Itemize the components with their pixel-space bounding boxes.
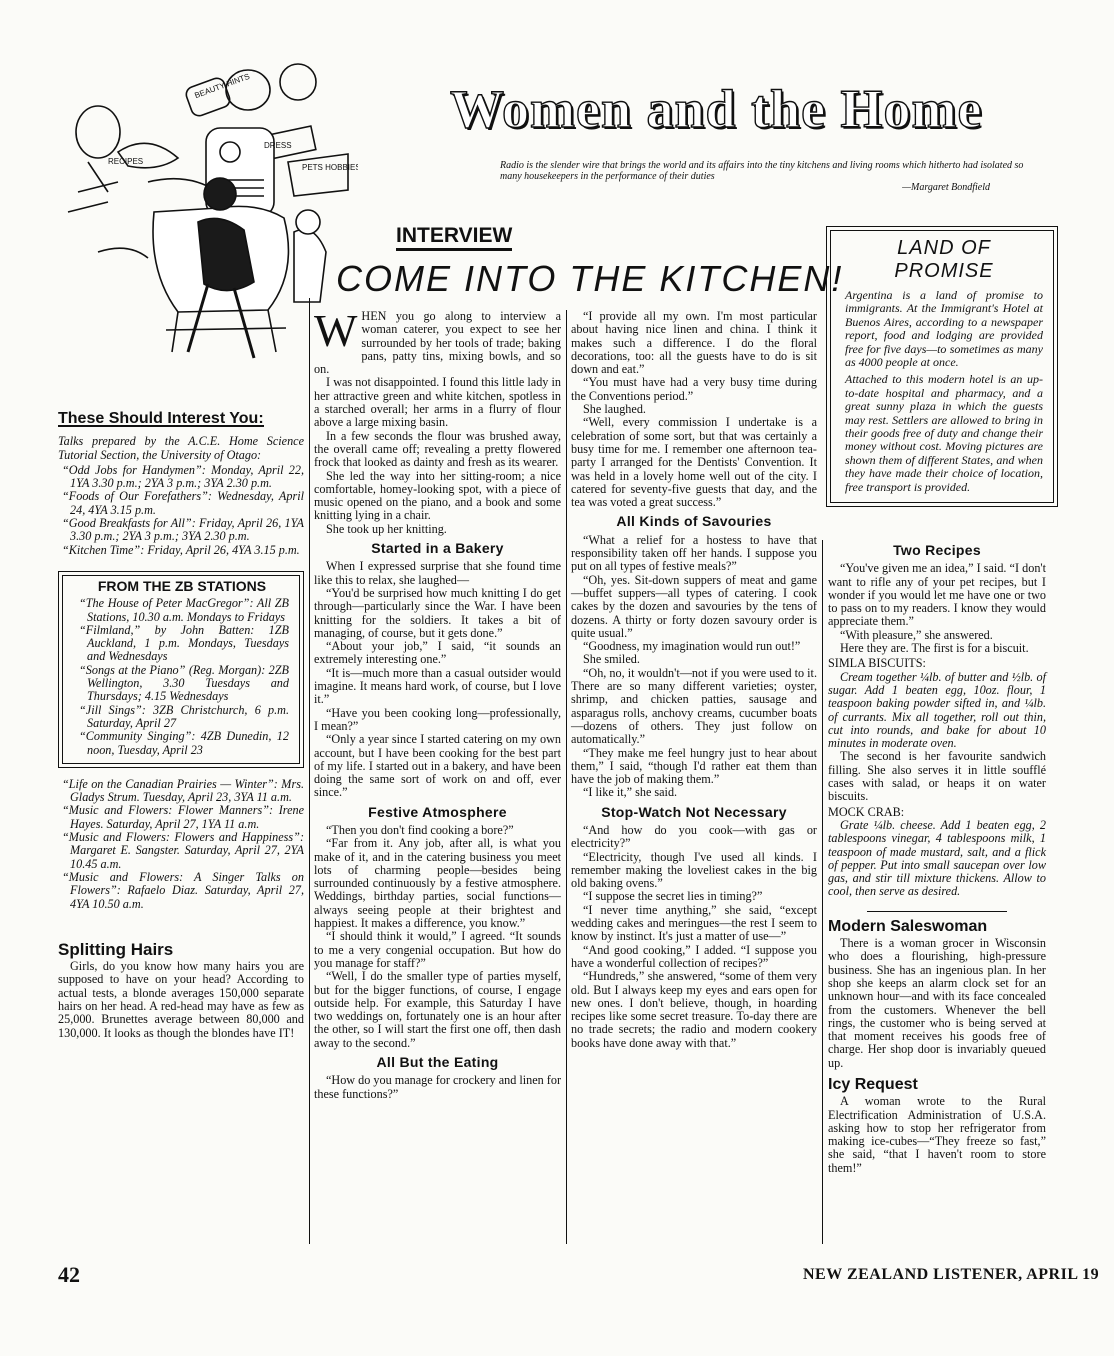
article-para: “Oh, yes. Sit-down suppers of meat and game—buffet suppers—all types of catering. I cook cakes by the dozen and savouries by the tens of dozens. A thirty or forty dozen savoury order is quite usual.”: [571, 572, 817, 640]
interest-item: “Foods of Our Forefathers”: Wednesday, April 24, 4YA 3.15 p.m.: [62, 489, 304, 517]
dropcap: W: [314, 305, 358, 356]
interest-column: [58, 412, 304, 1040]
interest-more-item: “Life on the Canadian Prairies — Winter”: Mrs. Gladys Strum. Tuesday, April 23, 3YA 11 a.m.: [62, 776, 304, 805]
article-para: “I should think it would,” I agreed. “It sounds to me a very congenial occupation. But how do you manage for staff?”: [314, 929, 561, 970]
article-para: She took up her knitting.: [326, 521, 447, 536]
article-para: “And good cooking,” I added. “I suppose you have a wonderful collection of recipes?”: [571, 942, 817, 970]
article-para: “I provide all my own. I'm most particular about having nice linen and china. I think it makes such a difference. I do the floral decorations, too: all the guests have to do is sit down and eat.”: [571, 309, 817, 377]
column-rule: [566, 310, 567, 1244]
article-para: “Goodness, my imagination would run out!”: [583, 639, 801, 654]
interest-item: “Odd Jobs for Handymen”: Monday, April 22, 1YA 3.30 p.m.; 2YA 3 p.m.; 3YA 2.30 p.m.: [62, 462, 304, 491]
article-para: “Have you been cooking long—professionally, I mean?”: [314, 705, 561, 733]
article-para: “Only a year since I started catering on my own account, but I have been cooking for the best part of my life. I started out in a bakery, and have been doing the same sort of work on and off, ever since.”: [314, 732, 561, 800]
article-para: “Far from it. Any job, after all, is what you make of it, and in the catering business you meet lots of charming people—besides being surrounded continuously by a festive atmosphere. Weddings, birthday parties, social functions—always seeing people at their brightest and happiest. It makes a difference, you know.”: [314, 836, 561, 931]
article-column-2: [571, 310, 817, 1050]
land-of-promise-inner: [830, 230, 1054, 503]
article-para: When I expressed surprise that she found time like this to relax, she laughed—: [314, 559, 561, 587]
article-para: “I suppose the secret lies in timing?”: [583, 889, 763, 904]
article-para: “Hundreds,” she answered, “some of them very old. But I always keep my eyes and ears open for new ones. I don't believe, though, in hoarding recipes like some secret treasure. To-day there are no trade secrets; the radio and modern cookery books have done away with that.”: [571, 969, 817, 1050]
recipe2-title: MOCK CRAB:: [828, 804, 905, 819]
article-column-1: [314, 305, 561, 1101]
article-para: “About your job,” I said, “it sounds an extremely interesting one.”: [314, 639, 561, 667]
article-para: She laughed.: [583, 402, 646, 417]
subhead-stopwatch: Stop-Watch Not Necessary: [601, 803, 787, 820]
zb-stations-box: [58, 571, 304, 768]
publication-line: NEW ZEALAND LISTENER, APRIL 19: [803, 1266, 1100, 1283]
recipes-title: Two Recipes: [893, 542, 981, 558]
interest-more-list: [58, 778, 304, 911]
icy-title: Icy Request: [828, 1075, 918, 1093]
interest-intro: Talks prepared by the A.C.E. Home Science Tutorial Section, the University of Otago:: [58, 434, 304, 462]
article-para: “What a relief for a hostess to have that responsibility taken off her hands. I suppose you put on all types of festive meals?”: [571, 532, 817, 574]
recipes-para: Here they are. The first is for a biscuit.: [840, 641, 1029, 656]
zb-item: “Filmland,” by John Batten: 1ZB Auckland, 1 p.m. Mondays, Tuesdays and Wednesdays: [79, 622, 289, 664]
beauty-hints-label: BEAUTY HINTS: [193, 71, 251, 101]
right-column: [828, 544, 1046, 1175]
epigraph-attribution: —Margaret Bondfield: [902, 182, 990, 193]
article-para: “How do you manage for crockery and linen for these functions?”: [314, 1073, 561, 1101]
article-para: “I never time anything,” she said, “except wedding cakes and meringues—the rest I seem to know by instinct. It's just a matter of use—”: [571, 902, 817, 944]
housewife-radio-illustration: [58, 62, 358, 362]
article-para: “Oh, no, it wouldn't—not if you were used to it. There are so many different varieties; oyster, shrimp, and chicken patties, sausage and asparagus rolls, anchovy creams, cucumber boats—dozens of others. They just follow on automatically.”: [571, 665, 817, 747]
article-para: “Electricity, though I've used all kinds. I remember making the loveliest cakes in the big old baking ovens.”: [571, 849, 817, 891]
column-rule: [309, 298, 310, 1244]
subhead-festive: Festive Atmosphere: [368, 803, 507, 820]
dress-label: DRESS: [264, 141, 292, 150]
splitting-body: Girls, do you know how many hairs you are supposed to have on your head? According to actual tests, a blonde averages 150,000 separate hairs on her head. A red-head may have as few as 25,000. Brunettes average between 80,000 and 130,000. It looks as though the blondes have IT!: [58, 959, 304, 1040]
article-para: “And how do you cook—with gas or electricity?”: [571, 822, 817, 851]
masthead-title: Women and the Home: [450, 79, 983, 139]
article-para: “I like it,” she said.: [583, 785, 678, 800]
zb-item: “Songs at the Piano” (Reg. Morgan): 2ZB Wellington, 3.30 Tuesdays and Thursdays; 4.15 Wednesdays: [79, 662, 289, 704]
interest-item: “Kitchen Time”: Friday, April 26, 4YA 3.15 p.m.: [62, 542, 300, 557]
article-para: “It is—much more than a casual outsider would imagine. It means hard work, of course, but I love it.”: [314, 665, 561, 707]
article-headline: COME INTO THE KITCHEN!: [336, 258, 844, 299]
icy-body: A woman wrote to the Rural Electrification Administration of U.S.A. asking how to stop her refrigerator from making ice-cubes—“They freeze so fast,” she said, “that I haven't room to store them!”: [828, 1094, 1046, 1175]
interest-list: [58, 464, 304, 557]
page-number: 42: [58, 1262, 80, 1287]
article-para: HEN you go along to interview a woman caterer, you expect to see her surrounded by her tools of trade; baking pans, patty tins, mixing bowls, and so on.: [314, 309, 561, 377]
epigraph: [500, 160, 1040, 193]
recipes-label: RECIPES: [108, 157, 144, 166]
article-kicker: INTERVIEW: [396, 224, 512, 251]
pets-hobbies-label: PETS HOBBIES: [302, 163, 358, 172]
promise-p2: Attached to this modern hotel is an up-to-date hospital and pharmacy, and a great sunny plaza in which the guests may rest. Settlers are allowed to bring in their goods free of duty and change their money without cost. Moving pictures are shown them of different States, and when they have made their choice of location, free transport is provided.: [845, 372, 1043, 494]
zb-item: “Community Singing”: 4ZB Dunedin, 12 noon, Tuesday, April 23: [79, 729, 289, 757]
subhead-bakery: Started in a Bakery: [371, 540, 504, 557]
subhead-savouries: All Kinds of Savouries: [616, 513, 772, 530]
interest-title: These Should Interest You:: [58, 410, 264, 427]
land-of-promise-box: [826, 226, 1058, 507]
illustration-drawing: [58, 62, 358, 362]
saleswoman-title: Modern Saleswoman: [828, 917, 988, 935]
zb-item: “The House of Peter MacGregor”: All ZB Stations, 10.30 a.m. Mondays to Fridays: [79, 596, 289, 624]
recipe2-body: Grate ¼lb. cheese. Add 1 beaten egg, 2 tablespoons vinegar, 4 tablespoons milk, 1 teaspoon of made mustard, salt, and a flick of pepper. Put into small saucepan over low gas, and stir till mixture thickens. Allow to cool, then serve as desired.: [828, 817, 1046, 899]
epigraph-text: Radio is the slender wire that brings the world and its affairs into the tiny kitchens and living rooms which hitherto had isolated so many housekeepers in the performance of their duties: [500, 160, 1024, 182]
promise-title: LAND OF PROMISE: [894, 237, 994, 282]
zb-title: FROM THE ZB STATIONS: [97, 577, 267, 594]
recipe1-body: Cream together ¼lb. of butter and ½lb. of sugar. Add 1 beaten egg, 10oz. flour, 1 teaspoon baking powder sifted in, and ¼lb. of currants. Mix all together, roll out thin, cut into rounds, and bake for about 10 minutes in moderate oven.: [828, 669, 1046, 751]
saleswoman-body: There is a woman grocer in Wisconsin who does a flourishing, high-pressure business. She has an ingenious plan. In her shop she keeps an alarm clock set for an unknown hour—and with its face concealed from the customers. Whenever the bell rings, the customer who is being served at that moment receives his goods free of charge. Her shop door is invariably queued up.: [828, 936, 1046, 1070]
article-para: “They make me feel hungry just to hear about them,” I said, “though I'd rather eat them than have the job of making them.”: [571, 745, 817, 787]
article-para: “Then you don't find cooking a bore?”: [326, 822, 514, 837]
article-para: She led the way into her sitting-room; a nice comfortable, homey-looking spot, with a piece of music opened on the piano, and a book and some knitting lying in a chair.: [314, 468, 561, 523]
recipes-para: “You've given me an idea,” I said. “I don't want to rifle any of your pet recipes, but I wonder if you would let me have one or two to pass on to my readers. I know they would appreciate them.”: [828, 561, 1046, 629]
interest-more-item: “Music and Flowers: Flowers and Happiness”: Margaret E. Sangster. Saturday, April 27, 2YA 10.45 a.m.: [62, 830, 304, 871]
recipe1-title: SIMLA BISCUITS:: [828, 656, 926, 671]
recipes-para: “With pleasure,” she answered.: [840, 627, 993, 642]
interest-more-item: “Music and Flowers: Flower Manners”: Irene Hayes. Saturday, April 27, 1YA 11 a.m.: [62, 803, 304, 831]
zb-item: “Jill Sings”: 3ZB Christchurch, 6 p.m. Saturday, April 27: [79, 702, 289, 730]
zb-stations-inner: [62, 575, 300, 764]
column-rule: [822, 540, 823, 1244]
article-para: “You must have had a very busy time during the Conventions period.”: [571, 375, 817, 403]
article-para: “Well, I do the smaller type of parties myself, but for the bigger functions, of course, I engage outside help. For example, this Saturday I have two weddings on, fortunately one is an hour after the other, so I will start the first one off, then dash away to the second.”: [314, 969, 561, 1050]
subhead-eating: All But the Eating: [376, 1054, 499, 1071]
recipes-mid: The second is her favourite sandwich filling. She also serves it in little soufflé cases with salad, or heaps it on water biscuits.: [828, 749, 1046, 804]
article-para: “You'd be surprised how much knitting I do get through—particularly since the War. I have been knitting for the soldiers. It takes a bit of managing, of course, but it gets done.”: [314, 585, 561, 640]
interest-item: “Good Breakfasts for All”: Friday, April 26, 1YA 3.30 p.m.; 2YA 3 p.m.; 3YA 2.30 p.m.: [62, 516, 304, 544]
promise-p1: Argentina is a land of promise to immigrants. At the Immigrant's Hotel at Buenos Aires, according to a newspaper report, food and lodging are provided free for five days—to sometimes as many as 4000 people at once.: [845, 288, 1043, 370]
interest-more-item: “Music and Flowers: A Singer Talks on Flowers”: Rafaelo Diaz. Saturday, April 27, 4YA 10.50 a.m.: [62, 869, 304, 911]
splitting-title: Splitting Hairs: [58, 939, 174, 959]
section-divider: [867, 911, 1007, 912]
article-para: In a few seconds the flour was brushed away, the overall came off; revealing a pretty flowered frock that looked as dainty and fresh as its wearer.: [314, 428, 561, 470]
article-para: “Well, every commission I undertake is a celebration of some sort, but that was certainly a busy time for me. I remember one afternoon tea-party I arranged for the Dentists' Convention. It was held in a lovely home well out of the city. I catered for seventy-five guests that day, and the tea was voted a great success.”: [571, 415, 817, 510]
article-para: She smiled.: [583, 652, 640, 667]
zb-list: [75, 597, 289, 757]
article-para: I was not disappointed. I found this little lady in her attractive green and white kitchen, spotless in a starched overall; her arms in a flurry of flour above a large mixing basin.: [314, 375, 561, 430]
